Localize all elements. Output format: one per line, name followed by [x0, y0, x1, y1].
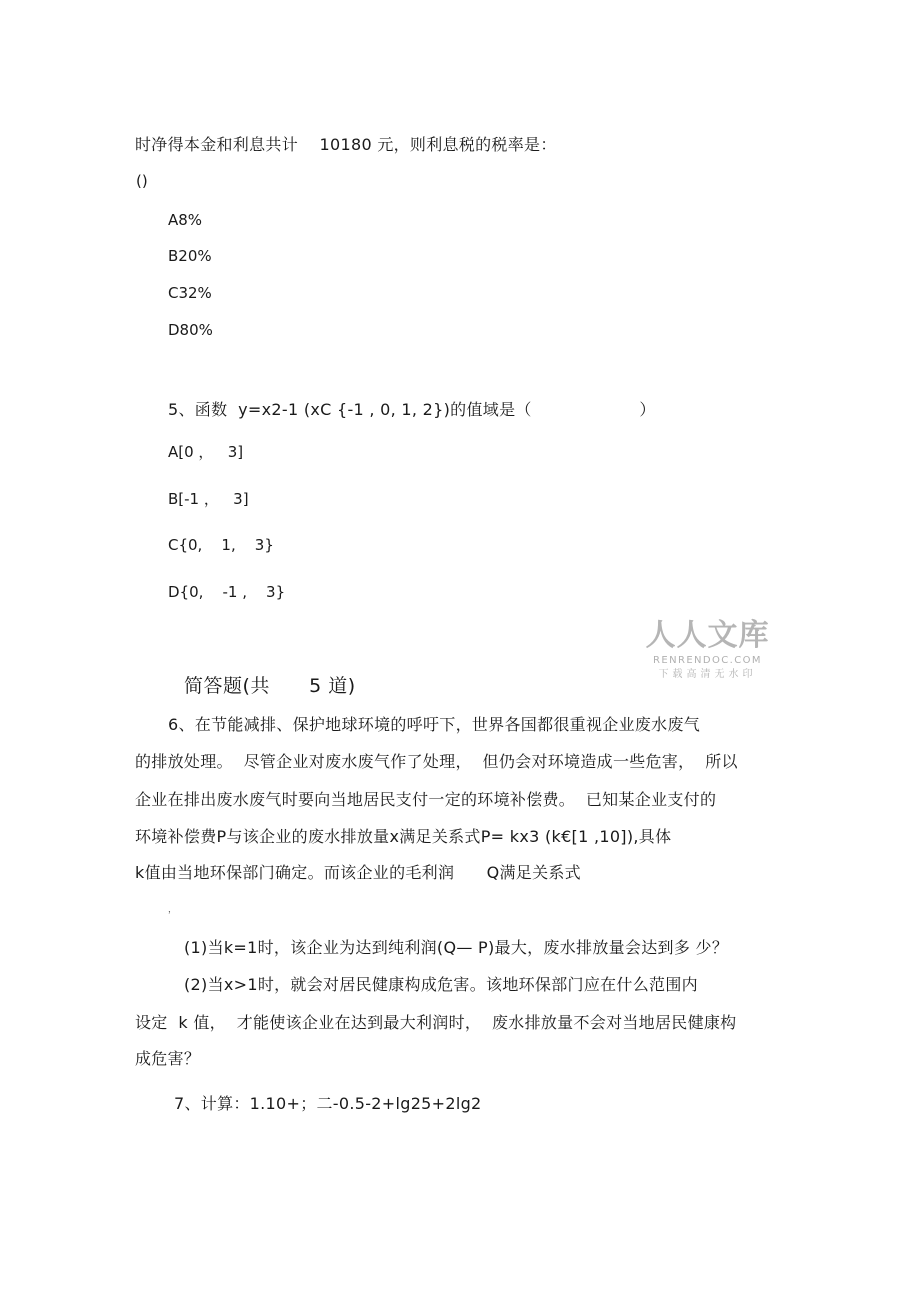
- q4-option-c: C32%: [168, 284, 212, 302]
- section-heading: 简答题(共 5 道): [184, 675, 356, 697]
- q4-answer-paren: (): [136, 172, 148, 190]
- q4-option-a: A8%: [168, 211, 203, 229]
- q6-line-5: k值由当地环保部门确定。而该企业的毛利润 Q满足关系式: [135, 863, 581, 882]
- q5-option-d: D{0, -1 , 3}: [168, 583, 286, 601]
- q5-option-b: B[-1 ， 3]: [168, 490, 249, 508]
- q7-text: 7、计算：1.10+；二-0.5-2+lg25+2lg2: [174, 1094, 482, 1113]
- q5-stem: 5、函数 y=x2-1 (xC {-1 , 0, 1, 2})的值域是（ ）: [168, 400, 656, 419]
- watermark-slogan: 下载高清无水印: [658, 669, 757, 680]
- q6-line-3: 企业在排出废水废气时要向当地居民支付一定的环境补偿费。 已知某企业支付的: [135, 790, 717, 809]
- q6-formula-dot: ，: [168, 905, 178, 915]
- q6-sub-question-2-line-2: 设定 k 值， 才能使该企业在达到最大利润时， 废水排放量不会对当地居民健康构: [135, 1013, 737, 1032]
- q5-option-a: A[0 ， 3]: [168, 443, 244, 461]
- q4-option-b: B20%: [168, 247, 212, 265]
- q6-sub-question-1: (1)当k=1时，该企业为达到纯利润(Q— P)最大，废水排放量会达到多 少？: [184, 938, 729, 957]
- q6-line-1: 6、在节能减排、保护地球环境的呼吁下，世界各国都很重视企业废水废气: [168, 715, 701, 734]
- watermark-url: RENRENDOC.COM: [653, 655, 762, 666]
- q6-sub-question-2-line-3: 成危害？: [135, 1049, 201, 1068]
- q4-option-d: D80%: [168, 321, 213, 339]
- q5-option-c: C{0, 1, 3}: [168, 536, 274, 554]
- watermark-title: 人人文库: [645, 618, 770, 653]
- q6-sub-question-2-line-1: (2)当x>1时，就会对居民健康构成危害。该地环保部门应在什么范围内: [184, 975, 698, 994]
- q6-line-4: 环境补偿费P与该企业的废水排放量x满足关系式P= kx3 (k€[1 ,10]),具体: [135, 827, 672, 846]
- q4-stem-end: 时净得本金和利息共计 10180 元，则利息税的税率是：: [135, 135, 557, 154]
- q6-line-2: 的排放处理。 尽管企业对废水废气作了处理， 但仍会对环境造成一些危害， 所以: [135, 752, 738, 771]
- renrendoc-watermark: [640, 618, 775, 682]
